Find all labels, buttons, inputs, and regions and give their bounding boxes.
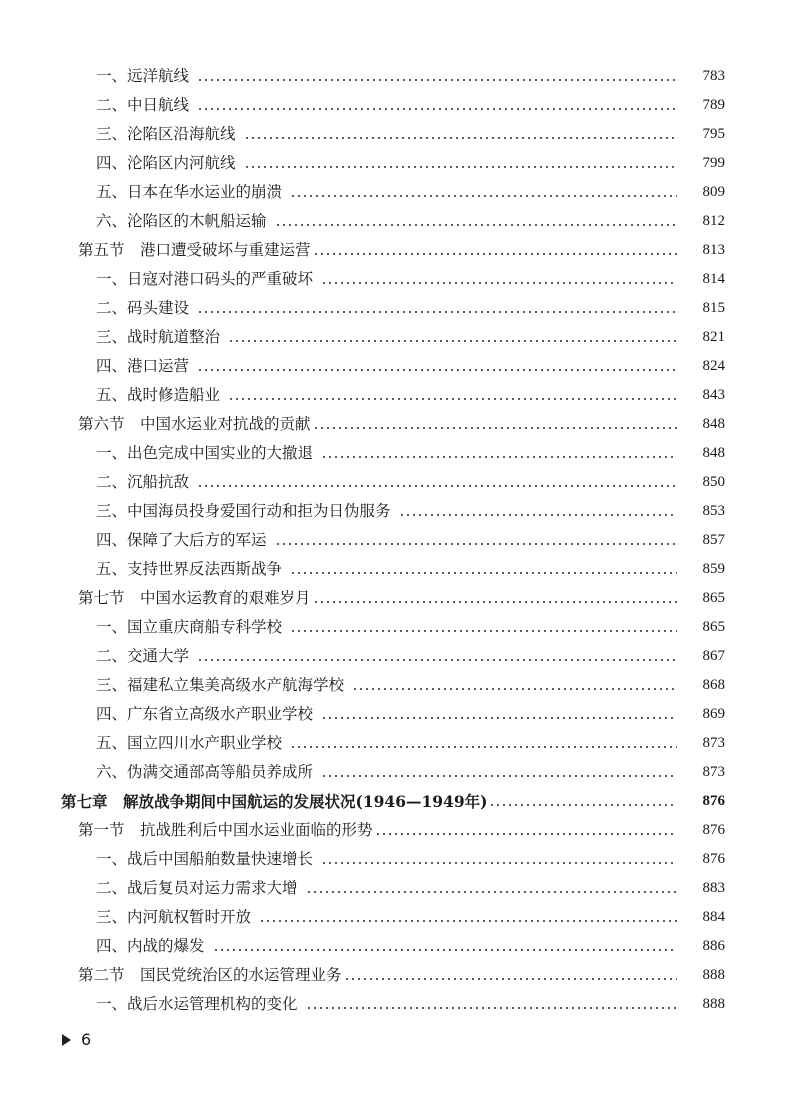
toc-item-row[interactable]: [0, 990, 790, 1019]
toc-entry-title: 三、战时航道整治: [96, 328, 221, 346]
dot-leader: [489, 804, 677, 806]
dot-leader: [197, 659, 677, 661]
dot-leader: [313, 601, 677, 603]
toc-entry-page: 876: [702, 851, 725, 867]
dot-leader: [259, 920, 677, 922]
toc-item-row[interactable]: [0, 265, 790, 294]
toc-entry-title: 四、港口运营: [96, 357, 190, 375]
toc-item-row[interactable]: [0, 323, 790, 352]
toc-entry-title: 二、沉船抗敌: [96, 473, 190, 491]
dot-leader: [352, 688, 677, 690]
dot-leader: [321, 775, 677, 777]
toc-item-row[interactable]: [0, 352, 790, 381]
toc-entry-page: 873: [702, 735, 725, 751]
toc-entry-page: 813: [702, 242, 725, 258]
toc-entry-title: 六、伪满交通部高等船员养成所: [96, 763, 314, 781]
toc-entry-page: 876: [702, 793, 725, 809]
triangle-right-icon: [62, 1034, 71, 1046]
dot-leader: [244, 166, 677, 168]
toc-entry-page: 884: [702, 909, 725, 925]
page-number: 6: [81, 1030, 92, 1049]
toc-item-row[interactable]: [0, 642, 790, 671]
toc-entry-page: 789: [702, 97, 725, 113]
toc-entry-title: 五、支持世界反法西斯战争: [96, 560, 283, 578]
dot-leader: [306, 1007, 677, 1009]
toc-entry-page: 886: [702, 938, 725, 954]
toc-entry-title: 一、日寇对港口码头的严重破坏: [96, 270, 314, 288]
toc-entry-title: 二、交通大学: [96, 647, 190, 665]
toc-entry-title: 第一节 抗战胜利后中国水运业面临的形势: [78, 821, 373, 839]
toc-entry-title: 二、中日航线: [96, 96, 190, 114]
toc-entry-page: 869: [702, 706, 725, 722]
dot-leader: [290, 572, 677, 574]
toc-item-row[interactable]: [0, 149, 790, 178]
dot-leader: [244, 137, 677, 139]
toc-entry-title: 第六节 中国水运业对抗战的贡献: [78, 415, 311, 433]
toc-entry-title: 三、中国海员投身爱国行动和拒为日伪服务: [96, 502, 391, 520]
toc-entry-title: 第七章 解放战争期间中国航运的发展状况(1946—1949年): [61, 792, 488, 811]
toc-item-row[interactable]: [0, 555, 790, 584]
toc-entry-title: 三、福建私立集美高级水产航海学校: [96, 676, 345, 694]
toc-entry-page: 814: [702, 271, 725, 287]
toc-entry-title: 五、日本在华水运业的崩溃: [96, 183, 283, 201]
toc-entry-page: 815: [702, 300, 725, 316]
toc-entry-page: 795: [702, 126, 725, 142]
toc-item-row[interactable]: [0, 729, 790, 758]
toc-entry-page: 867: [702, 648, 725, 664]
toc-section-row[interactable]: [0, 410, 790, 439]
toc-item-row[interactable]: [0, 526, 790, 555]
toc-item-row[interactable]: [0, 700, 790, 729]
dot-leader: [321, 282, 677, 284]
toc-entry-title: 五、国立四川水产职业学校: [96, 734, 283, 752]
toc-entry-page: 848: [702, 416, 725, 432]
toc-entry-page: 850: [702, 474, 725, 490]
page-footer: [62, 1030, 91, 1049]
toc-item-row[interactable]: [0, 120, 790, 149]
dot-leader: [197, 485, 677, 487]
dot-leader: [228, 340, 677, 342]
dot-leader: [375, 833, 677, 835]
toc-entry-page: 783: [702, 68, 725, 84]
dot-leader: [275, 224, 677, 226]
dot-leader: [290, 746, 677, 748]
dot-leader: [197, 311, 677, 313]
toc-entry-title: 二、战后复员对运力需求大增: [96, 879, 298, 897]
toc-entry-title: 一、出色完成中国实业的大撤退: [96, 444, 314, 462]
toc-section-row[interactable]: [0, 816, 790, 845]
toc-entry-page: 876: [702, 822, 725, 838]
toc-entry-page: 853: [702, 503, 725, 519]
dot-leader: [306, 891, 677, 893]
dot-leader: [213, 949, 677, 951]
toc-item-row[interactable]: [0, 497, 790, 526]
toc-entry-title: 一、远洋航线: [96, 67, 190, 85]
toc-entry-page: 799: [702, 155, 725, 171]
toc-item-row[interactable]: [0, 381, 790, 410]
toc-entry-page: 821: [702, 329, 725, 345]
toc-entry-title: 第五节 港口遭受破坏与重建运营: [78, 241, 311, 259]
toc-item-row[interactable]: [0, 439, 790, 468]
toc-entry-title: 一、国立重庆商船专科学校: [96, 618, 283, 636]
toc-section-row[interactable]: [0, 236, 790, 265]
toc-entry-page: 883: [702, 880, 725, 896]
toc-item-row[interactable]: [0, 845, 790, 874]
toc-entry-title: 第二节 国民党统治区的水运管理业务: [78, 966, 342, 984]
dot-leader: [197, 79, 677, 81]
toc-item-row[interactable]: [0, 758, 790, 787]
table-of-contents: [0, 62, 790, 1019]
toc-item-row[interactable]: [0, 903, 790, 932]
dot-leader: [321, 862, 677, 864]
toc-item-row[interactable]: [0, 91, 790, 120]
dot-leader: [228, 398, 677, 400]
toc-entry-page: 873: [702, 764, 725, 780]
dot-leader: [290, 195, 677, 197]
toc-entry-page: 812: [702, 213, 725, 229]
toc-entry-title: 四、内战的爆发: [96, 937, 205, 955]
toc-chapter-row[interactable]: [0, 787, 790, 816]
dot-leader: [313, 427, 677, 429]
toc-entry-page: 809: [702, 184, 725, 200]
toc-item-row[interactable]: [0, 294, 790, 323]
toc-section-row[interactable]: [0, 584, 790, 613]
toc-entry-page: 865: [702, 619, 725, 635]
toc-entry-title: 六、沦陷区的木帆船运输: [96, 212, 267, 230]
dot-leader: [313, 253, 677, 255]
toc-entry-page: 857: [702, 532, 725, 548]
toc-entry-title: 三、内河航权暂时开放: [96, 908, 252, 926]
toc-entry-title: 三、沦陷区沿海航线: [96, 125, 236, 143]
toc-item-row[interactable]: [0, 613, 790, 642]
toc-item-row[interactable]: [0, 468, 790, 497]
toc-entry-page: 859: [702, 561, 725, 577]
toc-entry-title: 五、战时修造船业: [96, 386, 221, 404]
dot-leader: [399, 514, 677, 516]
toc-entry-page: 888: [702, 996, 725, 1012]
toc-item-row[interactable]: [0, 932, 790, 961]
toc-item-row[interactable]: [0, 207, 790, 236]
dot-leader: [344, 978, 677, 980]
dot-leader: [290, 630, 677, 632]
toc-entry-title: 第七节 中国水运教育的艰难岁月: [78, 589, 311, 607]
dot-leader: [197, 369, 677, 371]
dot-leader: [321, 456, 677, 458]
toc-entry-page: 848: [702, 445, 725, 461]
toc-entry-page: 843: [702, 387, 725, 403]
toc-entry-page: 888: [702, 967, 725, 983]
toc-entry-page: 865: [702, 590, 725, 606]
dot-leader: [197, 108, 677, 110]
toc-item-row[interactable]: [0, 178, 790, 207]
toc-item-row[interactable]: [0, 874, 790, 903]
toc-entry-title: 四、广东省立高级水产职业学校: [96, 705, 314, 723]
dot-leader: [275, 543, 677, 545]
toc-section-row[interactable]: [0, 961, 790, 990]
toc-item-row[interactable]: [0, 62, 790, 91]
toc-entry-title: 一、战后水运管理机构的变化: [96, 995, 298, 1013]
toc-entry-title: 一、战后中国船舶数量快速增长: [96, 850, 314, 868]
toc-item-row[interactable]: [0, 671, 790, 700]
dot-leader: [321, 717, 677, 719]
toc-entry-page: 824: [702, 358, 725, 374]
toc-entry-title: 二、码头建设: [96, 299, 190, 317]
toc-entry-title: 四、沦陷区内河航线: [96, 154, 236, 172]
toc-entry-page: 868: [702, 677, 725, 693]
toc-entry-title: 四、保障了大后方的军运: [96, 531, 267, 549]
